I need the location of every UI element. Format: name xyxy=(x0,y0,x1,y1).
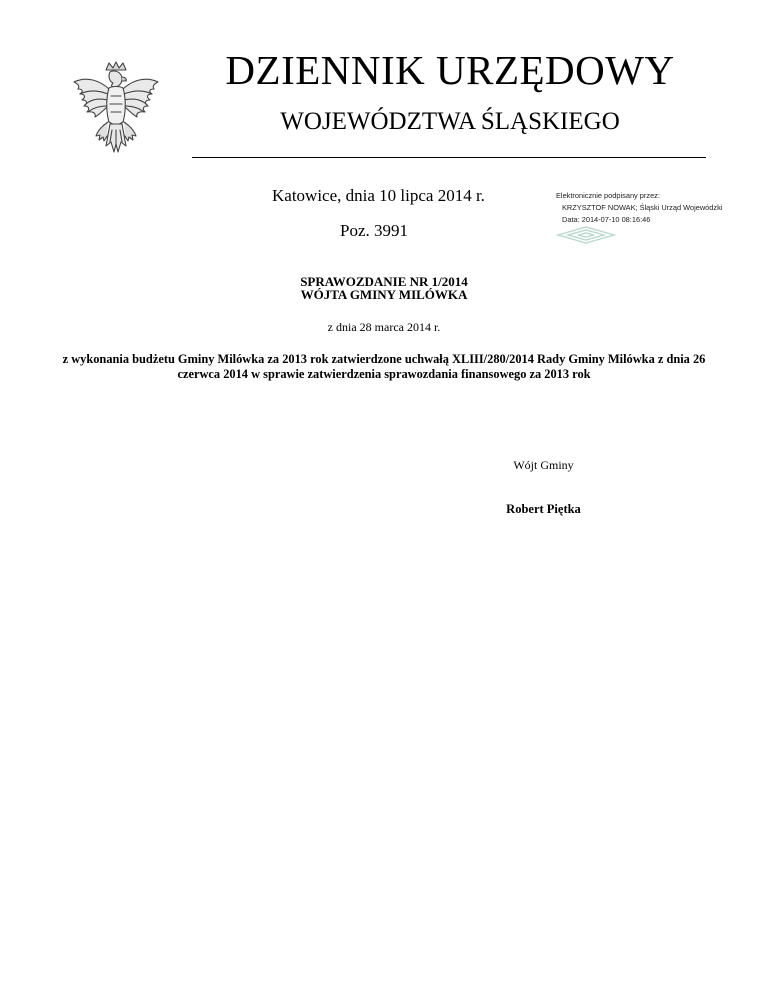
masthead-subtitle: WOJEWÓDZTWA ŚLĄSKIEGO xyxy=(280,108,620,135)
electronic-signature-block xyxy=(556,190,756,226)
document-date: z dnia 28 marca 2014 r. xyxy=(327,320,441,334)
signature-label: Elektronicznie podpisany przez: xyxy=(556,191,660,200)
document-title xyxy=(0,275,768,301)
eagle-emblem-icon xyxy=(66,60,166,160)
signature-date: Data: 2014-07-10 08:16:46 xyxy=(562,215,651,224)
signer-role: Wójt Gminy xyxy=(513,458,574,472)
e-signature-mark-icon xyxy=(556,226,616,244)
document-title-line2: WÓJTA GMINY MILÓWKA xyxy=(300,287,468,302)
signature-signer: KRZYSZTOF NOWAK; Śląski Urząd Wojewódzki xyxy=(562,203,723,212)
document-subject: z wykonania budżetu Gminy Milówka za 2013 rok zatwierdzone uchwałą XLIII/280/2014 Rady Gminy Milówka z dnia 26 czerwca 2014 w sprawie zatwierdzenia sprawozdania finansowego za 2013 rok xyxy=(62,352,706,381)
position-number: Poz. 3991 xyxy=(340,221,408,240)
document-title-line1: SPRAWOZDANIE NR 1/2014 xyxy=(300,274,468,289)
issue-date: Katowice, dnia 10 lipca 2014 r. xyxy=(272,186,485,205)
masthead-divider xyxy=(192,157,706,158)
signer-name: Robert Piętka xyxy=(506,502,581,516)
masthead-title: DZIENNIK URZĘDOWY xyxy=(225,47,675,93)
